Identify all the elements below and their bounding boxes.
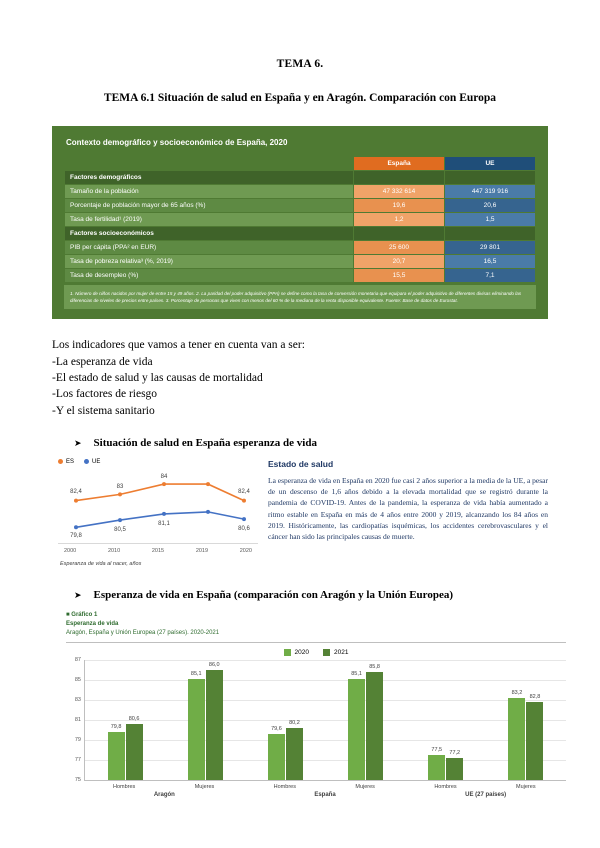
row-label: Porcentaje de población mayor de 65 años (%) xyxy=(65,199,354,213)
bar-chart-xaxis-categories xyxy=(84,781,566,790)
bar-chart xyxy=(66,611,566,798)
bar-2020 xyxy=(188,671,205,780)
arrow-bullet-icon: ➤ xyxy=(74,438,82,449)
xtick: 2000 xyxy=(64,547,77,554)
svg-text:82,4: 82,4 xyxy=(70,488,82,495)
xcat: Hombres xyxy=(273,784,296,791)
bar-value-label: 86,0 xyxy=(208,662,220,669)
intro-item-4: -Y el sistema sanitario xyxy=(52,404,155,417)
context-table-footnote: 1. Número de niños nacidos por mujer de entre 15 y 49 años. 2. La paridad del poder adquisitivo (PPA) se define como la tasa de conversión monetaria que equipara el poder adquisitivo de diferentes divisas eliminando las diferencias de niveles de precios entre países. 3. Porcentaje de personas que viven con menos del 60 % de la mediana de la renta disponible equivalente. Fuente: Base de datos de Eurostat. xyxy=(64,285,536,309)
bar-value-label: 77,5 xyxy=(431,747,443,754)
legend-item-es xyxy=(58,459,74,465)
row-value-eu: 1,5 xyxy=(445,213,536,227)
intro-lead: Los indicadores que vamos a tener en cuenta van a ser: xyxy=(52,339,305,352)
header-blank xyxy=(65,157,354,171)
estado-salud-block xyxy=(268,459,548,543)
xtick: 2015 xyxy=(151,547,165,554)
legend-swatch-es xyxy=(58,459,63,464)
bar-2020 xyxy=(268,726,285,780)
section-demographic: Factores demográficos xyxy=(65,171,354,185)
table-row xyxy=(65,241,536,255)
xcat: Mujeres xyxy=(194,784,215,791)
context-table-title: Contexto demográfico y socioeconómico de España, 2020 xyxy=(66,138,288,147)
svg-text:80,5: 80,5 xyxy=(114,526,126,533)
line-chart-plot xyxy=(58,471,258,544)
intro-item-2: -El estado de salud y las causas de mortalidad xyxy=(52,371,263,384)
bar-2021 xyxy=(286,720,303,780)
bar-value-label: 80,2 xyxy=(289,720,300,727)
xtick: 2010 xyxy=(107,547,121,554)
table-row xyxy=(65,213,536,227)
svg-text:79,8: 79,8 xyxy=(70,532,82,539)
section-socioeconomic: Factores socioeconómicos xyxy=(65,227,354,241)
arrow-bullet-icon: ➤ xyxy=(74,590,82,601)
bar-2020 xyxy=(428,747,445,780)
heading-label: Situación de salud en España esperanza de vida xyxy=(93,436,317,449)
estado-salud-title: Estado de salud xyxy=(268,458,334,469)
table-row xyxy=(65,269,536,283)
bar-2020 xyxy=(508,690,525,780)
bar-chart-title-1: ■ Gráfico 1 xyxy=(66,611,98,618)
bar-value-label: 79,6 xyxy=(271,726,282,733)
row-value-spain: 47 332 614 xyxy=(354,185,445,199)
ytick: 79 xyxy=(74,737,81,744)
svg-text:80,6: 80,6 xyxy=(238,525,250,532)
legend-item-2020 xyxy=(284,649,309,656)
intro-item-3: -Los factores de riesgo xyxy=(52,388,158,401)
row-label: Tamaño de la población xyxy=(65,185,354,199)
context-table-card xyxy=(52,126,548,319)
heading-esperanza-vida xyxy=(74,589,548,601)
intro-block xyxy=(52,337,548,419)
legend-item-2021 xyxy=(323,649,348,656)
row-label: PIB per cápita (PPA² en EUR) xyxy=(65,241,354,255)
context-table xyxy=(64,156,536,283)
bar-2021 xyxy=(526,694,543,780)
legend-label-ue: UE xyxy=(92,458,101,465)
bar-2021 xyxy=(126,716,143,780)
header-spain: España xyxy=(354,157,445,171)
bar-2021 xyxy=(206,662,223,780)
legend-label-2020: 2020 xyxy=(294,649,309,657)
bar-series-container xyxy=(85,660,566,780)
bar-group xyxy=(326,660,406,780)
life-expectancy-section xyxy=(58,459,548,567)
bar-chart-xaxis-groups xyxy=(84,792,566,798)
bar-chart-header xyxy=(66,611,566,638)
bar-value-label: 82,8 xyxy=(529,694,541,701)
svg-text:83: 83 xyxy=(116,483,124,490)
bar-chart-title-1-label: Gráfico 1 xyxy=(71,611,98,618)
bar-value-label: 77,2 xyxy=(449,750,461,757)
xgroup-aragon: Aragón xyxy=(153,792,175,799)
bar-value-label: 85,1 xyxy=(190,671,202,678)
estado-salud-text: La esperanza de vida en España en 2020 fue casi 2 años superior a la media de la UE, a pesar de un descenso de 1,6 años debido a la elevada mortalidad que se registró durante la pandemia de COVID-19. Antes de la pandemia, la esperanza de vida había aumentado a ritmo estable en España en más de 4 años entre 2000 y 2019, alcanzando los 84 años en 2019. Históricamente, las cardiopatías isquémicas, los accidentes cerebrovasculares y el cáncer han sido las principales causas de muerte. xyxy=(268,475,548,542)
svg-text:82,4: 82,4 xyxy=(238,488,250,495)
xtick: 2020 xyxy=(239,547,252,554)
bar-group xyxy=(165,660,245,780)
line-chart xyxy=(58,459,258,567)
bar-chart-title-2: Esperanza de vida xyxy=(66,620,119,627)
ytick: 81 xyxy=(74,717,81,724)
xgroup-ue: UE (27 países) xyxy=(465,792,507,799)
legend-label-es: ES xyxy=(66,458,75,465)
svg-text:81,1: 81,1 xyxy=(158,520,170,527)
bar-chart-yaxis xyxy=(67,657,83,784)
xcat: Hombres xyxy=(113,784,136,791)
bar-group xyxy=(486,660,566,780)
heading-label: Esperanza de vida en España (comparación con Aragón y la Unión Europea) xyxy=(93,588,454,601)
table-row xyxy=(65,199,536,213)
row-value-spain: 1,2 xyxy=(354,213,445,227)
row-value-eu: 16,5 xyxy=(445,255,536,269)
bar-chart-legend xyxy=(66,649,566,656)
xcat: Mujeres xyxy=(516,784,536,791)
bar-chart-plot xyxy=(74,657,566,784)
row-value-spain: 20,7 xyxy=(354,255,445,269)
bar-value-label: 79,8 xyxy=(110,724,122,731)
bar-group xyxy=(85,660,165,780)
bar-2020 xyxy=(108,724,125,780)
line-chart-caption: Esperanza de vida al nacer, años xyxy=(60,560,142,567)
legend-swatch-2020 xyxy=(284,649,291,656)
table-section-row xyxy=(65,171,536,185)
bar-value-label: 85,8 xyxy=(369,664,380,671)
intro-item-1: -La esperanza de vida xyxy=(52,355,153,368)
ytick: 85 xyxy=(74,677,81,684)
ytick: 87 xyxy=(74,657,81,664)
svg-text:84: 84 xyxy=(160,473,168,480)
page-title: TEMA 6. xyxy=(276,58,324,70)
xtick: 2019 xyxy=(195,547,209,554)
ytick: 75 xyxy=(74,777,81,784)
line-chart-xaxis xyxy=(58,546,258,554)
row-value-eu: 7,1 xyxy=(445,269,536,283)
chart-divider xyxy=(66,642,566,643)
row-value-spain: 19,6 xyxy=(354,199,445,213)
legend-label-2021: 2021 xyxy=(334,649,349,657)
bar-group xyxy=(406,660,486,780)
page-subtitle: TEMA 6.1 Situación de salud en España y en Aragón. Comparación con Europa xyxy=(103,92,497,104)
row-label: Tasa de pobreza relativa³ (%, 2019) xyxy=(65,255,354,269)
bar-2021 xyxy=(366,664,383,780)
line-chart-legend xyxy=(58,459,258,465)
bar-2021 xyxy=(446,750,463,780)
legend-swatch-ue xyxy=(84,459,89,464)
row-value-spain: 15,5 xyxy=(354,269,445,283)
header-eu: UE xyxy=(445,157,536,171)
bar-chart-title-3: Aragón, España y Unión Europea (27 países). 2020-2021 xyxy=(66,629,220,636)
row-value-eu: 29 801 xyxy=(445,241,536,255)
legend-item-ue xyxy=(84,459,100,465)
bar-2020 xyxy=(348,671,365,780)
row-label: Tasa de fertilidad¹ (2019) xyxy=(65,213,354,227)
row-value-eu: 20,6 xyxy=(445,199,536,213)
table-section-row xyxy=(65,227,536,241)
table-header-row xyxy=(65,157,536,171)
row-value-spain: 25 600 xyxy=(354,241,445,255)
line-chart-svg xyxy=(58,471,258,543)
bar-value-label: 83,2 xyxy=(511,690,523,697)
bar-value-label: 85,1 xyxy=(351,671,362,678)
xcat: Hombres xyxy=(434,784,457,791)
table-row xyxy=(65,255,536,269)
xcat: Mujeres xyxy=(355,784,375,791)
table-row xyxy=(65,185,536,199)
row-value-eu: 447 319 916 xyxy=(445,185,536,199)
ytick: 83 xyxy=(74,697,81,704)
heading-situacion-salud xyxy=(74,437,548,449)
row-label: Tasa de desempleo (%) xyxy=(65,269,354,283)
bar-group xyxy=(245,660,325,780)
bar-value-label: 80,6 xyxy=(128,716,140,723)
ytick: 77 xyxy=(74,757,81,764)
xgroup-espana: España xyxy=(314,792,336,799)
legend-swatch-2021 xyxy=(323,649,330,656)
